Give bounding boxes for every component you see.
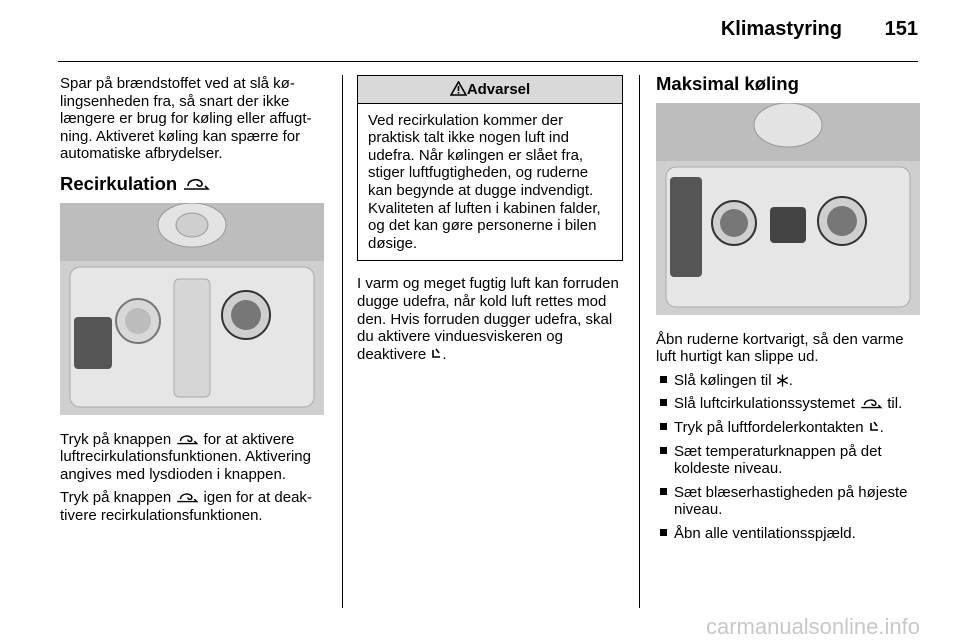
heading-text: Recirkulation	[60, 172, 178, 194]
max-cooling-control-photo	[656, 103, 920, 315]
max-cooling-steps	[656, 372, 922, 543]
bullet-icon	[660, 488, 667, 495]
bullet-icon	[660, 529, 667, 536]
page-number: 151	[884, 18, 918, 40]
list-item: Sæt blæserhastigheden på højeste niveau.	[656, 484, 922, 519]
instruction-activate: Tryk på knappen for at aktivere luftrecirkulationsfunktionen. Aktivering angives med lysdioden i knappen.	[60, 430, 311, 483]
bullet-icon	[660, 423, 667, 430]
warning-triangle-icon	[450, 81, 467, 96]
recirculation-icon	[182, 176, 210, 192]
recirculation-control-photo	[60, 203, 324, 415]
column-right	[656, 75, 922, 549]
section-heading-max-cooling: Maksimal køling	[656, 73, 799, 94]
warning-header	[358, 76, 622, 104]
air-distribution-icon	[430, 348, 442, 361]
list-item: Sæt temperaturknappen på det koldeste niveau.	[656, 443, 922, 478]
bullet-icon	[660, 376, 667, 383]
warning-text: Ved recirkulation kommer der praktisk talt ikke nogen luft ind udefra. Når kølingen er slået fra, stiger luftfugtigheden, og ruderne kan begynde at dugge indvendigt. Kvaliteten af luften i kabinen falder, og det kan gøre personerne i bilen døsige.	[368, 111, 601, 252]
column-divider	[342, 75, 343, 608]
list-item: Åbn alle ventilationsspjæld.	[656, 525, 922, 543]
section-heading-recirculation	[60, 172, 326, 194]
bullet-icon	[660, 399, 667, 406]
warning-box	[357, 75, 623, 261]
intro-paragraph: Spar på brændstoffet ved at slå kølingsenheden fra, så snart der ikke længere er brug for køling eller affugtning. Aktiveret køling kan spærre for automatiske afbrydelser.	[60, 75, 312, 163]
page-header	[0, 0, 960, 62]
list-item: Slå luftcirkulationssystemet til.	[656, 395, 922, 413]
max-cooling-intro: Åbn ruderne kortvarigt, så den varme luft hurtigt kan slippe ud.	[656, 330, 904, 366]
recirculation-icon	[175, 491, 199, 504]
recirculation-icon	[859, 397, 883, 410]
header-rule	[58, 61, 918, 62]
warning-title: Advarsel	[466, 81, 531, 98]
air-distribution-icon	[868, 421, 880, 434]
list-item: Tryk på luftfordelerkontakten .	[656, 419, 922, 437]
column-left	[60, 75, 326, 531]
snowflake-icon	[776, 374, 789, 387]
column-divider	[639, 75, 640, 608]
recirculation-icon	[175, 433, 199, 446]
bullet-icon	[660, 447, 667, 454]
page-title: Klimastyring	[720, 18, 842, 40]
column-middle	[357, 75, 623, 369]
watermark: carmanualsonline.info	[705, 614, 920, 639]
fogging-paragraph: I varm og meget fugtig luft kan forruden dugge udefra, når kold luft rettes mod den. Hvis forruden dugger udefra, skal du aktivere vinduesviskeren og deaktivere .	[357, 275, 619, 363]
list-item: Slå kølingen til .	[656, 372, 922, 390]
instruction-deactivate: Tryk på knappen igen for at deaktivere recirkulationsfunktionen.	[60, 489, 312, 524]
